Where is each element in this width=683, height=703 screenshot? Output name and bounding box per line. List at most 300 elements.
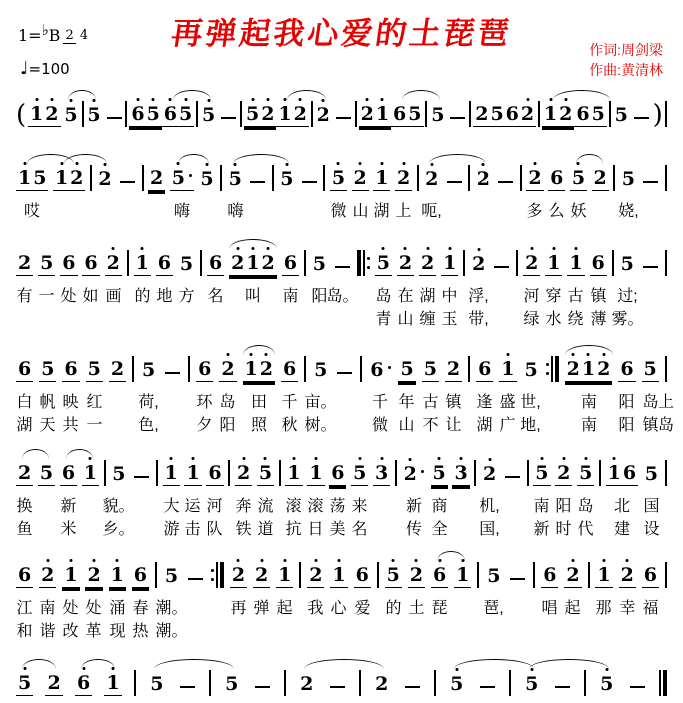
note-cluster — [163, 567, 180, 588]
slur-arc — [233, 154, 289, 164]
measure-group — [278, 170, 295, 191]
note-cluster — [590, 254, 607, 276]
lyric-syllable: 队 — [206, 521, 223, 538]
note-cluster — [619, 255, 636, 276]
measure-group — [385, 566, 402, 588]
lyric-syllable: 南 — [580, 394, 598, 411]
note-cluster — [129, 105, 161, 127]
note-digit: 1 — [277, 566, 292, 585]
note-digit: 2 — [97, 170, 112, 189]
note-digit: 2 — [375, 673, 389, 695]
barline — [527, 460, 529, 486]
measure-group — [485, 567, 502, 588]
duration-dash — [510, 578, 525, 581]
lyric-syllable: 叫 — [244, 288, 262, 305]
lyric-syllable: 过; — [617, 288, 638, 305]
octave-dot — [237, 559, 240, 562]
measure-group — [533, 464, 550, 486]
duration-dash — [330, 686, 345, 689]
measure-group — [503, 476, 522, 487]
lyric-syllable: 岛 — [642, 394, 659, 411]
note-digit: 1 — [308, 464, 323, 483]
octave-dot — [506, 353, 509, 356]
note-cluster — [564, 566, 581, 588]
note-cluster — [156, 254, 173, 276]
lyric-syllable: 鱼 — [16, 521, 33, 538]
note-cluster — [522, 361, 539, 382]
note-digit: 5 — [258, 464, 273, 483]
lyric-syllable: 革 — [85, 623, 102, 640]
notes-row — [14, 152, 669, 198]
measure-group — [127, 250, 129, 276]
score-system — [14, 447, 669, 539]
measure-group — [62, 360, 79, 382]
duration-dash — [335, 266, 350, 269]
note-cluster — [230, 566, 247, 588]
measure-group — [408, 566, 425, 588]
note-digit: 1 — [164, 464, 179, 483]
note-digit: 2 — [420, 254, 435, 273]
octave-dot — [260, 559, 263, 562]
lyric-syllable: 环 — [196, 394, 213, 411]
measure-group — [75, 674, 92, 696]
note-cluster — [431, 566, 448, 588]
note-digit: 2 — [254, 566, 269, 585]
note-cluster — [132, 566, 149, 588]
lyric-syllable: 南 — [39, 600, 56, 617]
note-cluster — [368, 361, 392, 382]
note-digit: 2 — [424, 170, 439, 189]
barline — [538, 101, 540, 127]
measure-group — [548, 169, 565, 191]
lyric-syllable: 照 — [250, 417, 268, 434]
lyric-syllable: 击 — [184, 521, 201, 538]
note-digit: 2 — [308, 566, 323, 585]
note-digit: 2 — [360, 105, 375, 124]
score-system — [14, 152, 669, 221]
lyric-syllable: 心 — [330, 600, 347, 617]
octave-dot — [46, 559, 49, 562]
measure-group — [163, 372, 182, 383]
note-cluster — [16, 169, 48, 191]
note-digit: 6 — [18, 564, 32, 586]
lyric-syllable: 弹 — [253, 600, 270, 617]
barline — [272, 165, 274, 191]
octave-dot — [392, 559, 395, 562]
note-cluster — [397, 254, 414, 276]
note-cluster — [375, 254, 392, 276]
note-digit: 2 — [558, 105, 573, 124]
note-cluster — [276, 566, 293, 588]
note-cluster — [642, 360, 659, 382]
measure-group — [527, 460, 529, 486]
lyric-syllable: 阳 — [618, 417, 635, 434]
duration-dash — [643, 181, 658, 184]
lyric-syllable: 青 — [375, 311, 392, 328]
note-cluster — [39, 566, 56, 588]
slur-arc — [22, 659, 56, 669]
barline — [359, 670, 361, 696]
octave-dot — [251, 98, 254, 101]
lyric-syllable: 多 — [526, 203, 543, 220]
lyric-syllable: 么 — [548, 203, 565, 220]
measure-group — [470, 255, 487, 276]
note-digit: 1 — [543, 105, 558, 124]
barline — [665, 460, 667, 486]
octave-dot — [571, 559, 574, 562]
measure-group — [39, 360, 56, 382]
lyric-syllable: 雾。 — [611, 311, 644, 328]
barline — [279, 460, 281, 486]
measure-group — [257, 464, 274, 486]
note-digit: 5 — [614, 104, 628, 126]
measure-group — [620, 170, 637, 191]
measure-group — [642, 566, 659, 588]
lyric-syllable: 上 — [395, 203, 412, 220]
lyric-syllable: 在 — [397, 288, 414, 305]
slur-arc — [66, 449, 93, 459]
tempo-marking — [20, 58, 70, 79]
note-cluster — [206, 464, 223, 486]
lyric-syllable: 国 — [643, 498, 660, 515]
measure-group — [373, 464, 390, 486]
lyric-syllable: 岛 — [577, 498, 594, 515]
score — [14, 88, 675, 703]
note-cluster — [163, 464, 180, 486]
lyric-syllable: 镇 — [445, 394, 462, 411]
measure-group — [542, 105, 607, 127]
octave-dot — [112, 247, 115, 250]
measure-group — [335, 372, 354, 383]
note-digit: 5 — [86, 106, 101, 125]
measure-group — [523, 254, 540, 276]
note-cluster — [298, 675, 315, 696]
note-digit: 2 — [471, 255, 486, 274]
note-digit: 6 — [62, 252, 76, 274]
measure-group — [351, 464, 368, 486]
lyric-syllable: 缠 — [419, 311, 436, 328]
lyric-syllable: 来 — [351, 498, 368, 515]
lyric-syllable: 帆 — [39, 394, 56, 411]
measure-group — [592, 169, 609, 191]
measure-group — [16, 360, 33, 382]
note-cluster — [229, 254, 277, 276]
measure-group — [170, 169, 194, 191]
measure-group — [584, 670, 586, 696]
note-digit: 5 — [591, 103, 605, 125]
note-cluster — [16, 674, 33, 696]
note-digit: 2 — [593, 167, 607, 189]
note-cluster — [533, 464, 550, 486]
measure-group — [641, 266, 660, 277]
measure-group — [188, 356, 190, 382]
measure-group — [82, 101, 84, 127]
note-cluster — [243, 360, 275, 382]
note-digit: 6 — [591, 252, 605, 274]
lyric-syllable: 滚 — [307, 498, 324, 515]
composer-credit: 作曲:黄清林 — [589, 62, 663, 79]
note-cluster — [285, 464, 302, 486]
barline — [665, 562, 667, 588]
barline — [304, 250, 306, 276]
measure-group — [184, 464, 201, 486]
measure-group — [240, 101, 242, 127]
lyric-syllable: 北 — [613, 498, 631, 515]
octave-dot — [540, 457, 543, 460]
note-digit: 2 — [236, 464, 251, 483]
lyric-syllable: 色, — [138, 417, 159, 434]
measure-group — [606, 464, 638, 486]
slur-arc — [154, 659, 234, 669]
note-cluster — [82, 464, 99, 486]
octave-dot — [284, 98, 287, 101]
measure-group — [665, 460, 667, 486]
note-cluster — [541, 566, 558, 588]
lyric-syllable: 新 — [533, 521, 550, 538]
note-digit: 5 — [17, 674, 32, 693]
notes-row — [14, 343, 669, 389]
note-cluster — [82, 254, 99, 276]
note-cluster — [351, 464, 368, 486]
lyric-syllable: 有 — [16, 288, 33, 305]
octave-dot — [584, 457, 587, 460]
note-digit: 6 — [157, 252, 171, 274]
measure-group — [422, 360, 439, 382]
measure-group — [148, 169, 165, 191]
note-digit: 5 — [571, 169, 586, 188]
duration-dash — [480, 686, 495, 689]
measure-group — [140, 361, 157, 382]
lyric-syllable: 娆, — [618, 203, 639, 220]
lyric-syllable: 镇 — [590, 288, 607, 305]
duration-dash — [494, 266, 509, 269]
note-digit: 5 — [179, 253, 194, 275]
measure-group — [352, 169, 369, 191]
lyric-syllable: 奔 — [235, 498, 252, 515]
lyric-syllable: 琶, — [483, 600, 504, 617]
note-cluster — [184, 464, 201, 486]
note-digit: 5 — [449, 675, 464, 694]
lyric-syllable: 一 — [38, 288, 55, 305]
lyric-syllable: 米 — [60, 521, 77, 538]
note-digit: 5 — [408, 103, 422, 125]
lyric-syllable: 微 — [330, 203, 347, 220]
note-digit: 2 — [44, 105, 59, 124]
note-cluster — [16, 464, 33, 486]
lyric-syllable: 浮, — [468, 288, 489, 305]
octave-dot — [409, 458, 412, 461]
measure-group — [85, 566, 102, 588]
measure-group — [163, 567, 180, 588]
lyric-syllable: 地, — [520, 417, 541, 434]
note-digit: 6 — [76, 674, 91, 693]
note-digit: 5 — [620, 253, 634, 275]
barline-thick — [357, 250, 361, 276]
score-system — [14, 88, 669, 134]
note-cluster — [526, 169, 543, 191]
barline — [188, 356, 190, 382]
octave-dot — [613, 457, 616, 460]
note-cluster — [470, 255, 487, 276]
note-cluster — [354, 566, 371, 588]
lyric-syllable: 亩。 — [304, 394, 337, 411]
note-digit: 5 — [141, 359, 156, 381]
lyric-syllable: 美 — [329, 521, 346, 538]
note-digit: 6 — [622, 462, 637, 484]
measure-group — [134, 254, 151, 276]
lyrics-row — [14, 306, 669, 329]
note-digit: 2 — [316, 106, 331, 125]
barline-thick — [555, 356, 559, 382]
measure-group — [109, 566, 126, 588]
note-digit: 5 — [228, 170, 243, 189]
note-digit: 6 — [331, 462, 345, 484]
lyric-syllable: 岛 — [375, 288, 392, 305]
note-digit: 6 — [432, 566, 447, 585]
lyric-syllable: 貌。 — [102, 498, 135, 515]
note-digit: 6 — [133, 564, 148, 586]
measure-group — [395, 169, 412, 191]
lyric-syllable: 潮。 — [155, 600, 188, 617]
note-digit: 2 — [260, 105, 275, 124]
measure-group — [425, 101, 427, 127]
measure-group — [652, 100, 663, 130]
barline — [434, 670, 436, 696]
duration-dash — [337, 372, 352, 375]
measure-group — [588, 562, 590, 588]
note-digit: 6 — [355, 564, 369, 586]
measure-group — [564, 566, 581, 588]
note-cluster — [62, 566, 79, 588]
barline — [584, 670, 586, 696]
measure-group — [307, 464, 324, 486]
measure-group — [299, 562, 301, 588]
measure-group — [431, 464, 448, 486]
lyric-syllable: 处 — [85, 600, 102, 617]
lyric-syllable: 春 — [132, 600, 149, 617]
lyric-syllable: 起 — [564, 600, 581, 617]
measure-group — [235, 464, 252, 486]
note-cluster — [643, 465, 660, 486]
measure-group — [311, 255, 328, 276]
duration-dash — [630, 686, 645, 689]
lyrics-row — [14, 283, 669, 306]
note-digit: 1 — [374, 169, 389, 188]
note-cluster — [105, 254, 122, 276]
duration-dash — [498, 181, 513, 184]
parenthesis: ) — [652, 100, 663, 130]
lyric-syllable: 树。 — [304, 417, 337, 434]
lyric-syllable: 的 — [134, 288, 151, 305]
octave-dot — [366, 98, 369, 101]
barline — [355, 101, 357, 127]
measure-group — [60, 254, 77, 276]
note-digit: 2 — [231, 566, 246, 585]
lyric-syllable: 中 — [441, 288, 458, 305]
barline — [417, 165, 419, 191]
barline — [516, 250, 518, 276]
measure-group — [219, 360, 236, 382]
measure-group — [402, 465, 426, 486]
measure-group — [570, 169, 587, 191]
measure-group — [641, 181, 660, 192]
octave-dot — [477, 248, 480, 251]
lyric-syllable: 处 — [62, 600, 79, 617]
lyrics-row — [14, 493, 669, 516]
measure-group — [85, 106, 102, 127]
lyric-syllable: 新 — [405, 498, 423, 515]
measure-group — [132, 356, 134, 382]
octave-dot — [549, 98, 552, 101]
lyric-syllable: 世, — [520, 394, 541, 411]
octave-dot — [283, 559, 286, 562]
note-digit: 5 — [490, 103, 504, 125]
lyric-syllable: 福 — [642, 600, 659, 617]
measure-group — [220, 165, 222, 191]
barline — [132, 356, 134, 382]
measure-group — [282, 254, 299, 276]
lyric-syllable: 荡 — [329, 498, 346, 515]
note-cluster — [207, 254, 224, 276]
measure-group — [110, 465, 127, 486]
measure-group — [330, 566, 347, 588]
octave-dot — [380, 457, 383, 460]
lyric-syllable: 岛 — [219, 394, 236, 411]
octave-dot — [69, 559, 72, 562]
measure-group — [28, 105, 60, 127]
note-cluster — [53, 169, 85, 191]
note-digit: 2 — [524, 254, 539, 273]
octave-dot — [50, 98, 53, 101]
octave-dot — [415, 559, 418, 562]
measure-group — [377, 562, 379, 588]
lyrics-row — [14, 389, 675, 412]
measure-group — [522, 361, 539, 382]
note-cluster — [555, 464, 572, 486]
note-cluster — [278, 170, 295, 191]
octave-dot — [242, 457, 245, 460]
measure-group — [448, 117, 467, 128]
lyric-syllable: 阳 — [555, 498, 572, 515]
barline — [360, 356, 362, 382]
measure-group — [16, 674, 33, 696]
measure-group — [454, 566, 471, 588]
lyric-syllable: 新 — [60, 498, 77, 515]
barline — [90, 165, 92, 191]
note-digit: 5 — [599, 675, 614, 694]
note-cluster — [276, 105, 308, 127]
note-cluster — [109, 566, 126, 588]
note-cluster — [395, 169, 412, 191]
octave-dot — [116, 559, 119, 562]
note-cluster — [16, 360, 33, 382]
lyric-syllable: 绕 — [567, 311, 584, 328]
measure-group — [132, 566, 149, 588]
key-signature — [18, 20, 89, 45]
slur-arc — [173, 90, 211, 100]
measure-group — [38, 464, 55, 486]
measure-group — [227, 170, 244, 191]
duration-dash — [188, 578, 203, 581]
lyric-syllable: 古 — [567, 288, 584, 305]
measure-group — [211, 562, 224, 588]
note-digit: 1 — [581, 360, 596, 379]
duration-dash — [107, 117, 122, 120]
measure-group — [445, 181, 464, 192]
measure-group — [452, 464, 469, 486]
measure-group — [612, 250, 614, 276]
measure-group — [619, 255, 636, 276]
